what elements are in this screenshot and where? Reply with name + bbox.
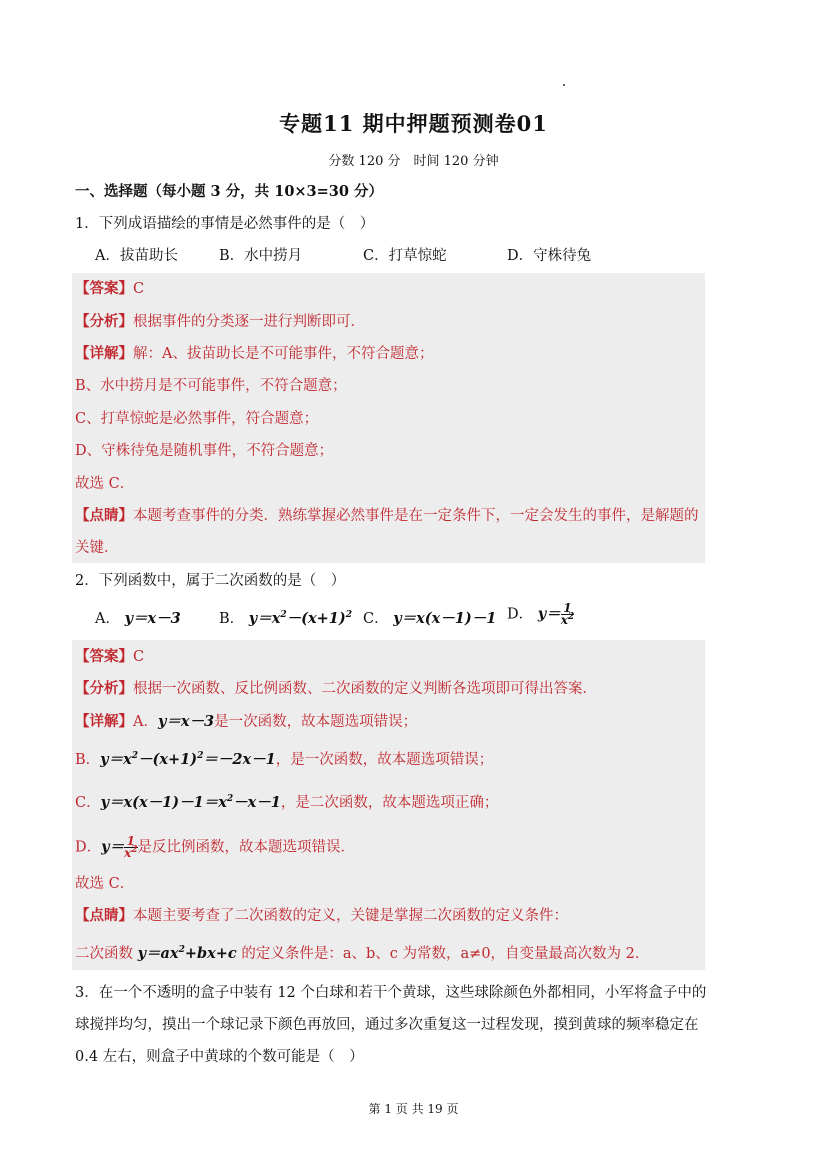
q3-stem-line: 3．在一个不透明的盒子中装有 12 个白球和若干个黄球，这些球除颜色外都相同，小军将盒子中的	[75, 985, 707, 1001]
q2-answer	[75, 647, 144, 667]
q1-analysis-tag: 【分析】	[75, 313, 133, 330]
q1-detail-tag: 【详解】	[75, 345, 133, 362]
q1-comment	[75, 506, 699, 526]
q1-detail-line: D、守株待兔是随机事件，不符合题意；	[75, 443, 334, 459]
q1-comment-cont: 关键．	[75, 540, 119, 556]
q1-option-d: D．守株待兔	[507, 248, 592, 264]
page-footer: 第 1 页 共 19 页	[368, 1102, 459, 1116]
q1-detail	[75, 344, 433, 364]
q2-analysis	[75, 679, 597, 699]
q3-stem-line: 0.4 左右，则盒子中黄球的个数可能是（ ）	[75, 1049, 364, 1065]
q2-detail-d: D．y＝ $\frac{1}{x^2}$ 是反比例函数，故本题选项错误．	[75, 834, 355, 860]
q1-analysis	[75, 312, 365, 332]
q2-option-a: A． y＝x－3	[95, 610, 181, 627]
q2-stem: 2．下列函数中，属于二次函数的是（ ）	[75, 573, 346, 589]
q1-answer-value: C	[133, 281, 145, 297]
page-title: 专题11 期中押题预测卷01	[279, 111, 548, 136]
q2-detail-c: C．$y=x(x-1)-1=x^2-x-1$，是二次函数，故本题选项正确；	[75, 794, 499, 811]
q1-option-c: C．打草惊蛇	[363, 248, 447, 264]
q2-answer-tag: 【答案】	[75, 648, 133, 665]
q3-stem-line: 球搅拌均匀，摸出一个球记录下颜色再放回，通过多次重复这一过程发现，摸到黄球的频率稳定在	[75, 1017, 699, 1033]
q2-analysis-tag: 【分析】	[75, 680, 133, 697]
q1-detail-line: B、水中捞月是不可能事件，不符合题意；	[75, 378, 347, 394]
q1-stem: 1．下列成语描绘的事情是必然事件的是（ ）	[75, 216, 375, 232]
page-subtitle: 分数 120 分 时间 120 分钟	[328, 154, 499, 169]
q1-comment-text: 本题考查事件的分类．熟练掌握必然事件是在一定条件下，一定会发生的事件，是解题的	[133, 508, 699, 524]
q1-option-b: B．水中捞月	[219, 248, 303, 264]
q2-option-c: C． y＝x(x－1)－1	[363, 610, 497, 627]
q2-option-a-math: y＝x－3	[124, 610, 181, 627]
q2-analysis-text: 根据一次函数、反比例函数、二次函数的定义判断各选项即可得出答案．	[133, 681, 597, 697]
q2-option-d: D． y＝ $\frac{1}{x^2}$	[507, 601, 575, 627]
q1-option-a: A．拔苗助长	[95, 248, 178, 264]
q2-comment: 【点睛】本题主要考查了二次函数的定义，关键是掌握二次函数的定义条件：	[75, 907, 568, 924]
q2-detail-a: 【详解】A．y＝x－3是一次函数，故本题选项错误；	[75, 713, 418, 730]
q2-option-b: B． $y=x^2-(x+1)^2$	[219, 610, 352, 627]
q1-analysis-text: 根据事件的分类逐一进行判断即可．	[133, 314, 365, 330]
q1-answer	[75, 279, 144, 299]
q2-detail-b: B．$y=x^2-(x+1)^2=-2x-1$，是一次函数，故本题选项错误；	[75, 751, 494, 768]
fraction-one-over-x-squared: $\frac{1}{x^2}$	[560, 601, 575, 627]
page-mark	[563, 84, 565, 86]
fraction-one-over-x-squared: $\frac{1}{x^2}$	[124, 834, 138, 860]
q1-conclusion: 故选 C．	[75, 476, 135, 492]
q2-option-b-math: $y=x^2-(x+1)^2$	[248, 610, 352, 627]
section-heading: 一、选择题（每小题 3 分，共 10×3=30 分）	[75, 183, 384, 200]
q2-option-c-math: y＝x(x－1)－1	[393, 610, 497, 627]
q2-conclusion: 故选 C．	[75, 876, 135, 892]
q2-comment-cont: 二次函数 $y=ax^2+bx+c$ 的定义条件是：a、b、c 为常数，a≠0，自变量最高次数为 2．	[75, 945, 650, 962]
q1-detail-line: 解：A、拔苗助长是不可能事件，不符合题意；	[133, 346, 434, 362]
q1-detail-line: C、打草惊蛇是必然事件，符合题意；	[75, 411, 319, 427]
q1-answer-tag: 【答案】	[75, 280, 133, 297]
q2-answer-value: C	[133, 649, 145, 665]
q1-comment-tag: 【点睛】	[75, 507, 133, 524]
